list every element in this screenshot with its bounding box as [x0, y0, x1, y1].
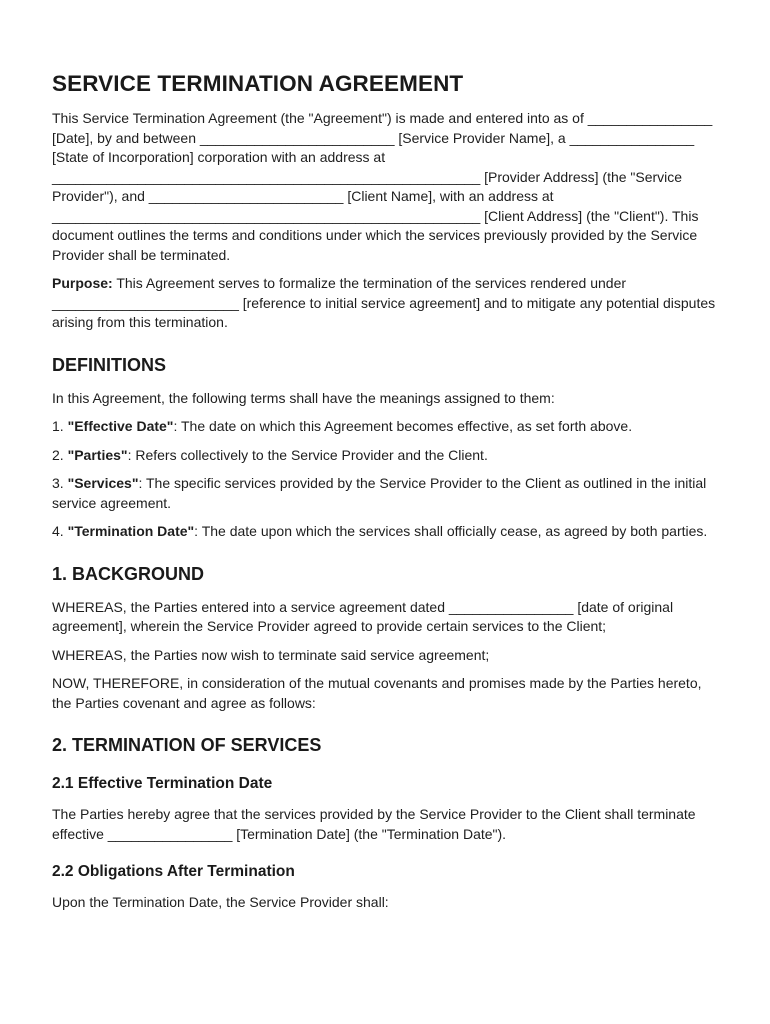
purpose-paragraph — [52, 274, 718, 333]
effective-termination-text: The Parties hereby agree that the services provided by the Service Provider to the Client shall terminate effective ________________ [Termination Date] (the "Termination Date"). — [52, 806, 696, 842]
definition-term: "Effective Date" — [67, 418, 174, 434]
definition-number: 4. — [52, 523, 68, 539]
purpose-label: Purpose: — [52, 275, 113, 291]
definition-term: "Parties" — [67, 446, 128, 463]
definition-item — [52, 522, 718, 542]
termination-heading: 2. TERMINATION OF SERVICES — [52, 735, 322, 755]
background-paragraph: NOW, THEREFORE, in consideration of the mutual covenants and promises made by the Parties hereto, the Parties covenant and agree as follows: — [52, 675, 702, 711]
obligations-heading: 2.2 Obligations After Termination — [52, 863, 295, 880]
definitions-heading: DEFINITIONS — [52, 354, 167, 375]
document-title: SERVICE TERMINATION AGREEMENT — [52, 71, 464, 96]
definition-text: : The date on which this Agreement becomes effective, as set forth above. — [173, 418, 633, 434]
intro-paragraph: This Service Termination Agreement (the "Agreement") is made and entered into as of ________________ [Date], by and between _________________________ [Service Provider Name], a ________________ [State of Incorporation] corporation with an address at _______________________________________________________ [Provider Address] (the "Service Provider"), and _________________________ [Client Name], with an address at _______________________________________________________ [Client Address] (the "Client"). This document outlines the terms and conditions under which the services previously provided by the Service Provider shall be terminated. — [52, 110, 713, 263]
definition-number: 1. — [52, 418, 68, 434]
background-heading: 1. BACKGROUND — [52, 563, 205, 584]
purpose-text: This Agreement serves to formalize the termination of the services rendered under ________________________ [reference to initial service agreement] and to mitigate any potential disputes arising from this termination. — [52, 275, 716, 330]
obligations-text: Upon the Termination Date, the Service Provider shall: — [52, 894, 389, 910]
definition-term: "Services" — [67, 475, 139, 491]
definition-item — [52, 474, 718, 513]
definition-item — [52, 446, 718, 466]
definition-text: : The specific services provided by the Service Provider to the Client as outlined in the initial service agreement. — [52, 475, 707, 511]
definition-number: 2. — [52, 446, 68, 463]
background-paragraph: WHEREAS, the Parties entered into a service agreement dated ________________ [date of original agreement], wherein the Service Provider agreed to provide certain services to the Client; — [52, 598, 674, 634]
definition-text: : The date upon which the services shall officially cease, as agreed by both parties. — [194, 523, 708, 539]
definitions-intro: In this Agreement, the following terms shall have the meanings assigned to them: — [52, 389, 555, 406]
definition-number: 3. — [52, 475, 68, 491]
definition-text: : Refers collectively to the Service Provider and the Client. — [127, 446, 488, 463]
definition-term: "Termination Date" — [67, 523, 195, 539]
effective-termination-heading: 2.1 Effective Termination Date — [52, 775, 273, 792]
background-paragraph: WHEREAS, the Parties now wish to terminate said service agreement; — [52, 646, 490, 663]
definition-item — [52, 417, 718, 437]
